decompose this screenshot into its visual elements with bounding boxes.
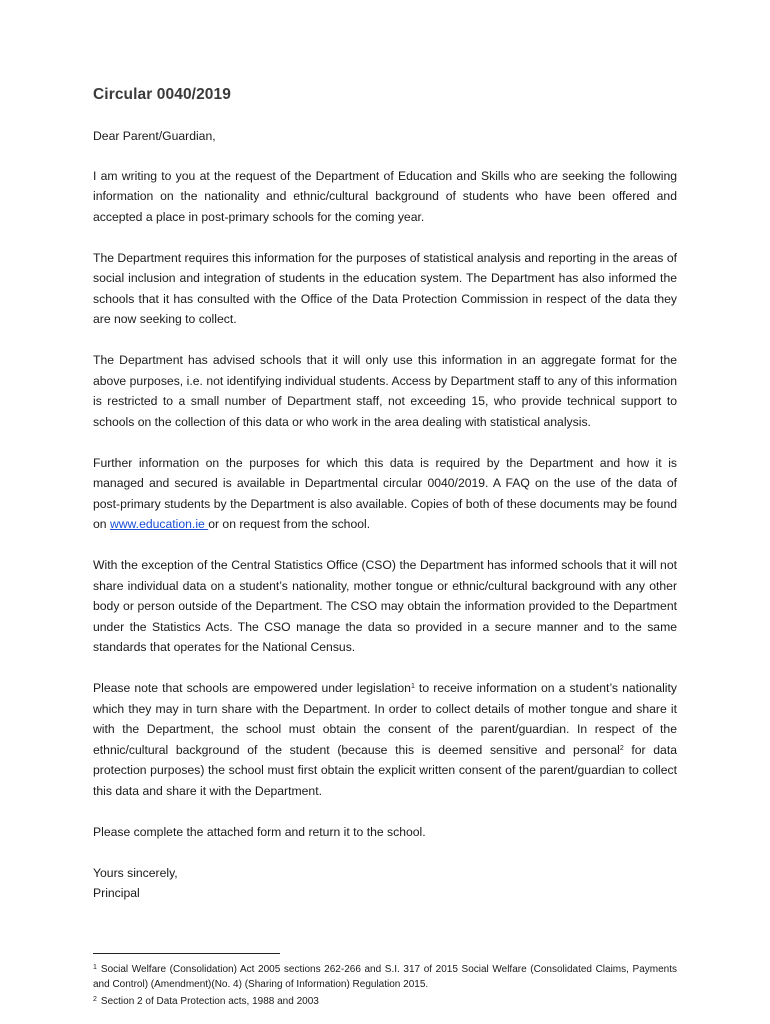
footnote-text-2: Section 2 of Data Protection acts, 1988 and 2003 <box>100 996 319 1007</box>
paragraph-access: The Department has advised schools that it will only use this information in an aggregate format for the above purposes, i.e. not identifying individual students. Access by Department staff to any of this information is restricted to a small number of Department staff, not exceeding 15, who provide technical support to schools on the collection of this data or who work in the area dealing with statistical analysis. <box>93 353 677 429</box>
salutation: Dear Parent/Guardian, <box>93 129 216 143</box>
paragraph-instruction: Please complete the attached form and return it to the school. <box>93 824 426 839</box>
education-website-link[interactable]: www.education.ie <box>109 517 209 531</box>
footnote-ref-2: 2 <box>619 744 624 752</box>
footnote-ref-1: 1 <box>410 683 415 690</box>
signatory: Principal <box>93 886 140 900</box>
paragraph-further-info <box>93 453 677 535</box>
footnote-mark-1: 1 <box>93 964 97 971</box>
footnote-mark-2: 2 <box>93 996 97 1003</box>
paragraph-cso: With the exception of the Central Statistics Office (CSO) the Department has informed schools that it will not share individual data on a student’s nationality, mother tongue or ethnic/cultural background with any other body or person outside of the Department. The CSO may obtain the information provided to the Department under the Statistics Acts. The CSO manage the data so provided in a secure manner and to the same standards that operates for the National Census. <box>93 558 677 654</box>
further-info-text-end: or on request from the school. <box>208 517 371 531</box>
page-title: Circular 0040/2019 <box>93 86 231 103</box>
sign-off: Yours sincerely, <box>93 865 178 880</box>
footnote-2 <box>93 992 677 1009</box>
legislation-text-1: Please note that schools are empowered under legislation <box>93 681 411 695</box>
further-info-text: Further information on the purposes for which this data is required by the Department and how it is managed and secured is available in Departmental circular 0040/2019. A FAQ on the use of the data of post-primary students by the Department is also available. Copies of both of these documents may be found on <box>93 455 677 531</box>
paragraph-request: I am writing to you at the request of the Department of Education and Skills who are seeking the following information on the nationality and ethnic/cultural background of students who have been offered and accepted a place in post-primary schools for the coming year. <box>93 168 677 224</box>
legislation-text-2: to receive information on a student’s nationality which they may in turn share with the Department. In order to collect details of mother tongue and share it with the Department, the school must obtain the consent of the parent/guardian. In respect of the ethnic/cultural background of the student (because this is deemed sensitive and personal <box>93 681 677 757</box>
paragraph-purpose: The Department requires this information for the purposes of statistical analysis and reporting in the areas of social inclusion and integration of students in the education system. The Department has also informed the schools that it has consulted with the Office of the Data Protection Commission in respect of the data they are now seeking to collect. <box>93 250 677 326</box>
footnote-text-1: Social Welfare (Consolidation) Act 2005 sections 262-266 and S.I. 317 of 2015 Social Welfare (Consolidated Claims, Payments and Control) (Amendment)(No. 4) (Sharing of Information) Regulation 2015. <box>93 964 677 990</box>
paragraph-legislation <box>93 678 677 801</box>
footnotes <box>93 960 677 1009</box>
footnote-1 <box>93 960 677 992</box>
legislation-text-3: for data protection purposes) the school must first obtain the explicit written consent of the parent/guardian to collect this data and share it with the Department. <box>93 742 678 798</box>
footnote-divider <box>93 953 280 954</box>
document-body <box>93 86 677 904</box>
